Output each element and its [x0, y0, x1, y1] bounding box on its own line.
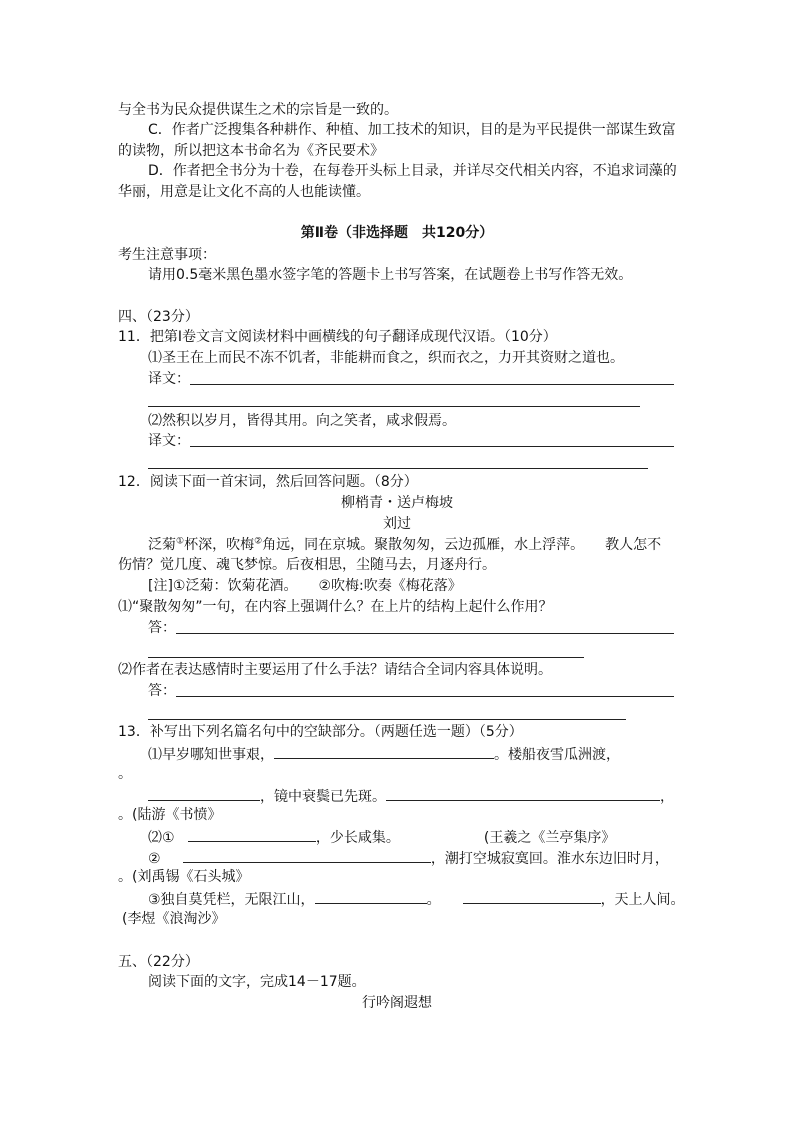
answer-line[interactable]: [148, 657, 584, 658]
answer-line[interactable]: [148, 719, 626, 720]
q13-b-source2: (李煜《浪淘沙》: [122, 911, 226, 927]
continuation-line: 与全书为民众提供谋生之术的宗旨是一致的。: [118, 102, 398, 118]
answer-line[interactable]: [176, 696, 674, 697]
q13-a-line1: ⑴早岁哪知世事艰， 。楼船夜雪瓜洲渡，: [148, 744, 620, 764]
fill-blank[interactable]: [183, 848, 431, 863]
notice-label: 考生注意事项：: [118, 247, 216, 263]
answer-line[interactable]: [148, 468, 648, 469]
poem-note: [注]①泛菊：饮菊花酒。 ②吹梅:吹奏《梅花落》: [148, 578, 462, 594]
q13-a-source: 。(陆游《书愤》: [118, 807, 222, 823]
q11-sentence1: ⑴圣王在上而民不冻不饥者，非能耕而食之，织而衣之，力开其资财之道也。: [148, 350, 624, 366]
answer-line[interactable]: [176, 633, 674, 634]
option-c-line2: 的读物，所以把这本书命名为《齐民要术》: [118, 143, 384, 159]
q13-stem: 13．补写出下列名篇名句中的空缺部分。（两题任选一题）（5分）: [118, 724, 523, 740]
q11-stem: 11．把第Ⅰ卷文言文阅读材料中画横线的句子翻译成现代汉语。（10分）: [118, 329, 557, 345]
q12-stem: 12．阅读下面一首宋词，然后回答问题。（8分）: [118, 474, 418, 490]
poem-line2: 伤情？觉几度、魂飞梦惊。后夜相思，尘随马去，月逐舟行。: [118, 557, 496, 573]
notice-text: 请用0.5毫米黑色墨水签字笔的答题卡上书写答案，在试题卷上书写作答无效。: [148, 267, 633, 283]
answer-line[interactable]: [148, 406, 640, 407]
answer-line[interactable]: [190, 446, 674, 447]
fill-blank[interactable]: [274, 744, 494, 759]
q12-subq2: ⑵作者在表达感情时主要运用了什么手法？请结合全词内容具体说明。: [118, 662, 552, 678]
option-c-line1: C．作者广泛搜集各种耕作、种植、加工技术的知识，目的是为平民提供一部谋生致富: [148, 122, 676, 138]
answer-line[interactable]: [190, 384, 674, 385]
q13-b-source: 。(刘禹锡《石头城》: [118, 869, 250, 885]
fill-blank[interactable]: [386, 786, 660, 801]
section5-instruction: 阅读下面的文字，完成14－17题。: [148, 974, 366, 990]
fill-blank[interactable]: [148, 786, 260, 801]
fill-blank[interactable]: [188, 827, 316, 842]
q11-translation-label1: 译文：: [148, 371, 190, 387]
section4-header: 四、（23分）: [118, 309, 199, 325]
q13-b-line1: ⑵① ，少长咸集。 (王羲之《兰亭集序》: [148, 827, 615, 847]
q13-b-line2: ② ，潮打空城寂寞回。淮水东边旧时月，: [148, 848, 669, 868]
poem-line1: 泛菊①杯深，吹梅②角远，同在京城。聚散匆匆，云边孤雁，水上浮萍。 教人怎不: [148, 536, 662, 553]
poem-author: 刘过: [383, 516, 411, 532]
fill-blank[interactable]: [463, 889, 601, 904]
q13-a-line2: ，镜中衰鬓已先斑。 ，: [148, 786, 674, 806]
q12-answer-label2: 答：: [148, 683, 176, 699]
q11-translation-label2: 译文：: [148, 433, 190, 449]
fill-blank[interactable]: [315, 889, 427, 904]
q11-sentence2: ⑵然积以岁月，皆得其用。向之笑者，咸求假焉。: [148, 413, 456, 429]
part2-title: 第Ⅱ卷（非选择题 共120分）: [300, 225, 494, 241]
q13-a-line1-end: 。: [118, 766, 132, 782]
q12-subq1: ⑴“聚散匆匆”一句，在内容上强调什么？在上片的结构上起什么作用？: [118, 599, 553, 615]
section5-header: 五、（22分）: [118, 954, 199, 970]
q12-answer-label1: 答：: [148, 620, 176, 636]
article-title: 行吟阁遐想: [362, 995, 432, 1011]
poem-title: 柳梢青・送卢梅坡: [341, 495, 453, 511]
option-d-line2: 华丽，用意是让文化不高的人也能读懂。: [118, 184, 370, 200]
option-d-line1: D．作者把全书分为十卷，在每卷开头标上目录，并详尽交代相关内容，不追求词藻的: [148, 163, 677, 179]
q13-b-line3: ③独自莫凭栏，无限江山， 。 ，天上人间。: [148, 889, 685, 909]
